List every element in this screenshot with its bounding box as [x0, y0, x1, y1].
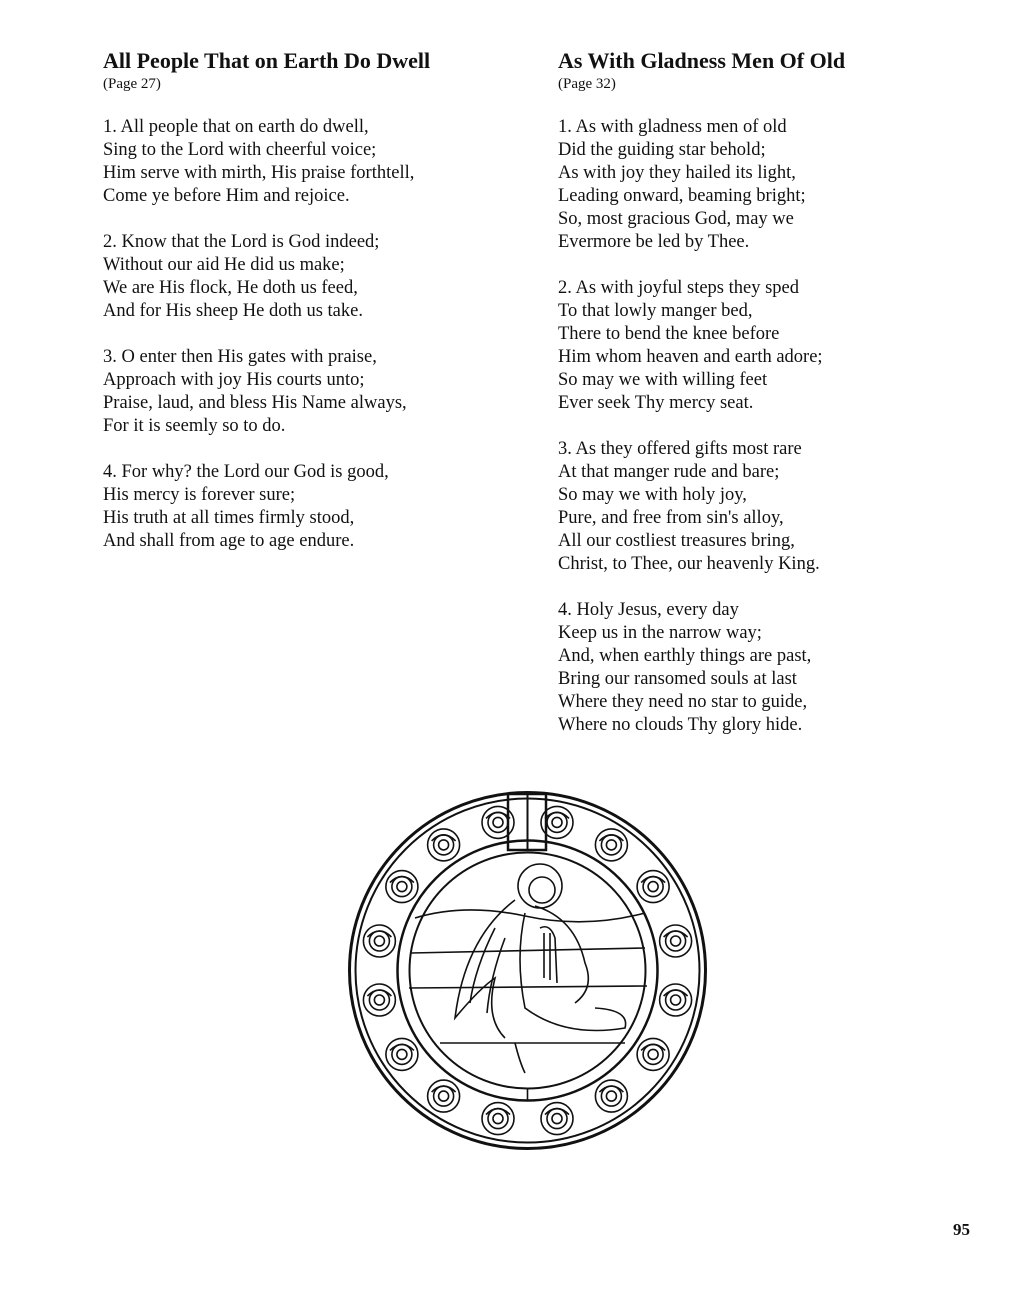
rose-icon: [428, 829, 460, 861]
verse-line: 3. O enter then His gates with praise,: [103, 347, 377, 367]
verse-line: Christ, to Thee, our heavenly King.: [558, 554, 820, 574]
angel-scene: [409, 864, 647, 1100]
rose-icon: [637, 871, 669, 903]
verse-4: [103, 461, 523, 553]
verse-line: Keep us in the narrow way;: [558, 623, 762, 643]
verse-line: Where no clouds Thy glory hide.: [558, 715, 803, 735]
verse-3: [103, 346, 523, 438]
verse-line: For it is seemly so to do.: [103, 416, 286, 436]
verse-line: At that manger rude and bare;: [558, 462, 780, 482]
verse-line: 2. As with joyful steps they sped: [558, 278, 800, 298]
verse-line: Ever seek Thy mercy seat.: [558, 393, 754, 413]
hymn-page-ref: (Page 27): [103, 76, 161, 92]
rose-icon: [386, 871, 418, 903]
rose-border: [363, 806, 691, 1134]
verse-line: 2. Know that the Lord is God indeed;: [103, 232, 380, 252]
right-hymn: [558, 47, 978, 760]
verse-line: Did the guiding star behold;: [558, 140, 766, 160]
verse-1: [103, 116, 523, 208]
verse-line: 4. Holy Jesus, every day: [558, 600, 739, 620]
verse-line: 4. For why? the Lord our God is good,: [103, 462, 389, 482]
rose-icon: [386, 1038, 418, 1070]
verse-line: Where they need no star to guide,: [558, 692, 808, 712]
verse-3: [558, 438, 978, 576]
verse-line: To that lowly manger bed,: [558, 301, 753, 321]
verse-line: And, when earthly things are past,: [558, 646, 812, 666]
verse-line: Him whom heaven and earth adore;: [558, 347, 823, 367]
hymn-title: As With Gladness Men Of Old: [558, 48, 846, 73]
rose-icon: [595, 1080, 627, 1112]
verse-2: [103, 231, 523, 323]
rose-icon: [595, 829, 627, 861]
verse-line: 3. As they offered gifts most rare: [558, 439, 802, 459]
verse-line: His truth at all times firmly stood,: [103, 508, 355, 528]
verse-line: As with joy they hailed its light,: [558, 163, 796, 183]
verse-line: And for His sheep He doth us take.: [103, 301, 363, 321]
verse-line: Come ye before Him and rejoice.: [103, 186, 350, 206]
verse-line: There to bend the knee before: [558, 324, 780, 344]
verse-line: So may we with willing feet: [558, 370, 768, 390]
verse-line: Praise, laud, and bless His Name always,: [103, 393, 407, 413]
rose-icon: [637, 1038, 669, 1070]
page-number: 95: [953, 1220, 970, 1239]
verse-line: So, most gracious God, may we: [558, 209, 794, 229]
verse-line: So may we with holy joy,: [558, 485, 747, 505]
rose-icon: [363, 925, 395, 957]
rose-icon: [660, 984, 692, 1016]
hymn-title: All People That on Earth Do Dwell: [103, 48, 431, 73]
verse-line: Evermore be led by Thee.: [558, 232, 750, 252]
rose-icon: [363, 984, 395, 1016]
verse-line: We are His flock, He doth us feed,: [103, 278, 358, 298]
verse-line: 1. As with gladness men of old: [558, 117, 787, 137]
rose-icon: [660, 925, 692, 957]
verse-1: [558, 116, 978, 254]
rose-icon: [428, 1080, 460, 1112]
verse-line: All our costliest treasures bring,: [558, 531, 795, 551]
verse-line: Him serve with mirth, His praise forthtell,: [103, 163, 415, 183]
verse-line: Approach with joy His courts unto;: [103, 370, 365, 390]
verse-line: Bring our ransomed souls at last: [558, 669, 797, 689]
stained-glass-angel-illustration: [345, 788, 710, 1153]
verse-line: And shall from age to age endure.: [103, 531, 355, 551]
rose-icon: [541, 1103, 573, 1135]
verse-2: [558, 277, 978, 415]
verse-line: 1. All people that on earth do dwell,: [103, 117, 369, 137]
left-hymn: [103, 47, 523, 576]
hymn-page-ref: (Page 32): [558, 76, 616, 92]
verse-line: His mercy is forever sure;: [103, 485, 296, 505]
verse-line: Without our aid He did us make;: [103, 255, 345, 275]
verse-line: Sing to the Lord with cheerful voice;: [103, 140, 377, 160]
verse-line: Pure, and free from sin's alloy,: [558, 508, 784, 528]
verse-4: [558, 599, 978, 737]
verse-line: Leading onward, beaming bright;: [558, 186, 806, 206]
rose-icon: [482, 1103, 514, 1135]
